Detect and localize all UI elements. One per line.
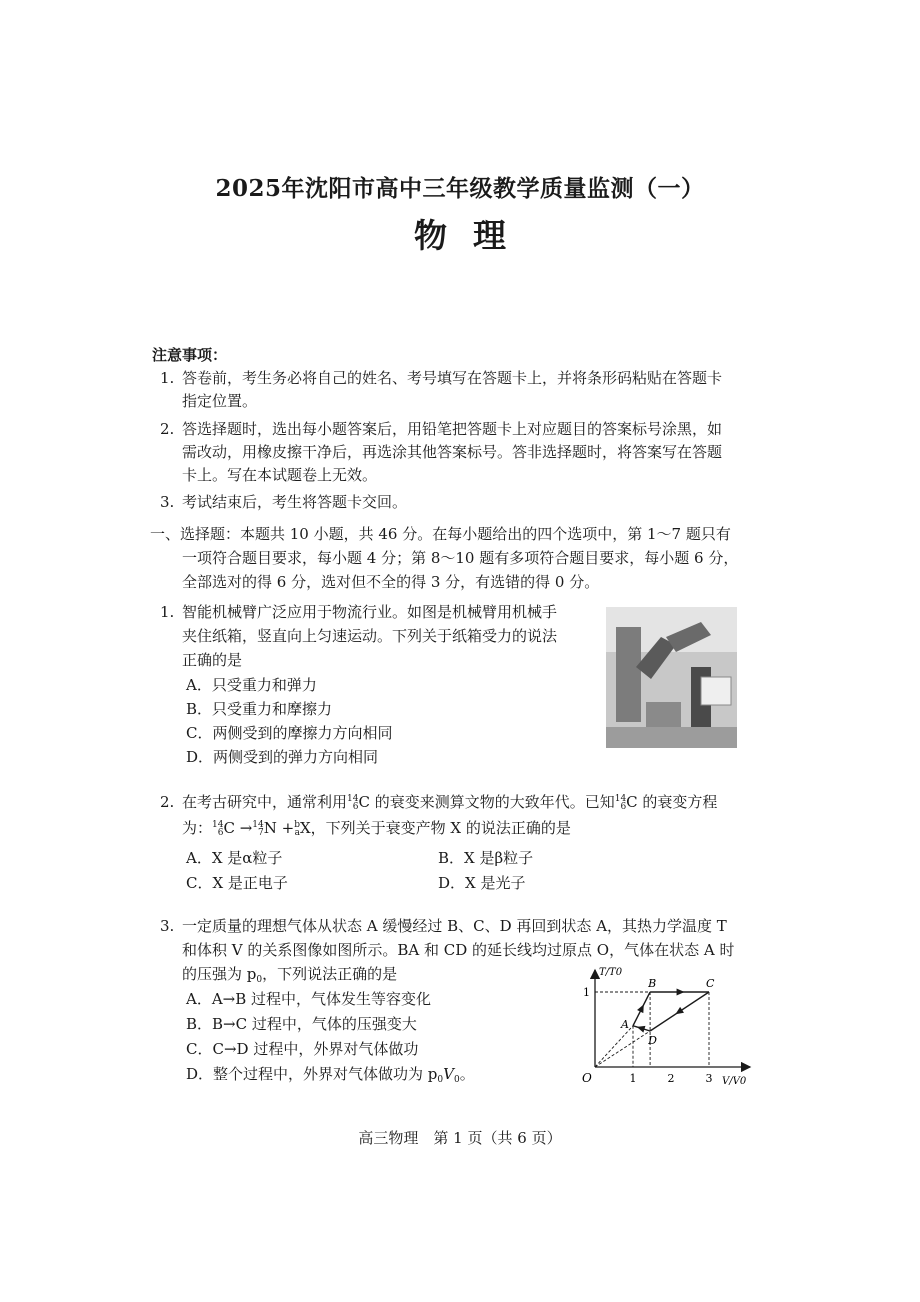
arrow-bc: [677, 989, 685, 996]
x-tick-label: 2: [667, 1072, 675, 1085]
note-item: 2. 答选择题时，选出每小题答案后，用铅笔把答题卡上对应题目的答案标号涂黑，如: [160, 420, 723, 438]
question-3-option-c: C．C→D 过程中，外界对气体做功: [186, 1040, 419, 1058]
y-tick-label: 1: [583, 986, 590, 999]
note-item: 1. 答卷前，考生务必将自己的姓名、考号填写在答题卡上，并将条形码粘贴在答题卡: [160, 369, 723, 387]
note-item-cont: 指定位置。: [182, 392, 258, 410]
x-axis-label: V/V0: [722, 1076, 747, 1087]
point-label-c: C: [706, 977, 715, 990]
question-1-option-c: C．两侧受到的摩擦力方向相同: [186, 724, 393, 742]
question-2-option-d: D．X 是光子: [438, 874, 526, 892]
question-3-stem: 3. 一定质量的理想气体从状态 A 缓慢经过 B、C、D 再回到状态 A，其热力学温度 T: [160, 917, 727, 935]
question-2-option-c: C．X 是正电子: [186, 874, 288, 892]
question-1-option-d: D．两侧受到的弹力方向相同: [186, 748, 379, 766]
point-label-d: D: [648, 1034, 657, 1047]
extension-ba: [595, 1026, 633, 1067]
notes-title: 注意事项：: [152, 346, 228, 364]
question-1-stem-cont: 夹住纸箱，竖直向上匀速运动。下列关于纸箱受力的说法: [182, 627, 558, 645]
question-1-option-a: A．只受重力和弹力: [186, 676, 317, 694]
subject-title: 物理: [414, 216, 532, 255]
question-1-option-b: B．只受重力和摩擦力: [186, 700, 333, 718]
arrow-cd: [675, 1007, 684, 1014]
section-heading-cont: 全部选对的得 6 分，选对但不全的得 3 分，有选错的得 0 分。: [182, 573, 600, 591]
page-footer: 高三物理 第 1 页（共 6 页）: [358, 1129, 562, 1147]
question-3-option-d: D．整个过程中，外界对气体做功为 $p_0V_0$。: [186, 1065, 475, 1085]
question-3-stem-cont: 的压强为 $p_0$，下列说法正确的是: [182, 965, 398, 985]
question-1-stem: 1. 智能机械臂广泛应用于物流行业。如图是机械臂用机械手: [160, 603, 558, 621]
tv-diagram: [570, 962, 760, 1092]
section-heading: 一、选择题：本题共 10 小题，共 46 分。在每小题给出的四个选项中，第 1～7 题只有: [150, 525, 731, 543]
y-axis-label: T/T0: [599, 967, 623, 978]
note-item-cont: 需改动，用橡皮擦干净后，再选涂其他答案标号。答非选择题时，将答案写在答题: [182, 443, 723, 461]
exam-title: 2025年沈阳市高中三年级教学质量监测（一）: [215, 175, 705, 202]
point-label-a: A: [621, 1017, 629, 1031]
note-item-cont: 卡上。写在本试题卷上无效。: [182, 466, 378, 484]
robot-arm-illustration: [606, 607, 737, 748]
question-3-option-a: A．A→B 过程中，气体发生等容变化: [186, 990, 432, 1008]
question-2-option-b: B．X 是β粒子: [438, 849, 534, 867]
question-2-option-a: A．X 是α粒子: [186, 849, 283, 867]
note-item: 3. 考试结束后，考生将答题卡交回。: [160, 493, 408, 511]
question-2-stem: 2. 在考古研究中，通常利用 14 6 C 的衰变来测算文物的大致年代。已知 14 6 C 的衰变方程: [160, 793, 718, 812]
question-2-equation: 为： 14 6 C → 14 7 N + b a X，下列关于衰变产物 X 的说法正确的是: [182, 819, 571, 838]
origin-label: O: [582, 1071, 592, 1085]
extension-cd: [595, 1031, 650, 1067]
section-heading-cont: 一项符合题目要求，每小题 4 分；第 8～10 题有多项符合题目要求，每小题 6 分，: [182, 549, 739, 567]
arrow-da: [637, 1026, 646, 1033]
question-3-stem-cont: 和体积 V 的关系图像如图所示。BA 和 CD 的延长线均过原点 O，气体在状态 A 时: [182, 941, 735, 959]
point-label-b: B: [648, 977, 657, 990]
question-3-option-b: B．B→C 过程中，气体的压强变大: [186, 1015, 417, 1033]
x-tick-label: 3: [705, 1072, 713, 1085]
x-tick-label: 1: [629, 1072, 637, 1085]
robot-arm-photo: [606, 607, 737, 748]
question-1-stem-cont: 正确的是: [182, 651, 243, 669]
